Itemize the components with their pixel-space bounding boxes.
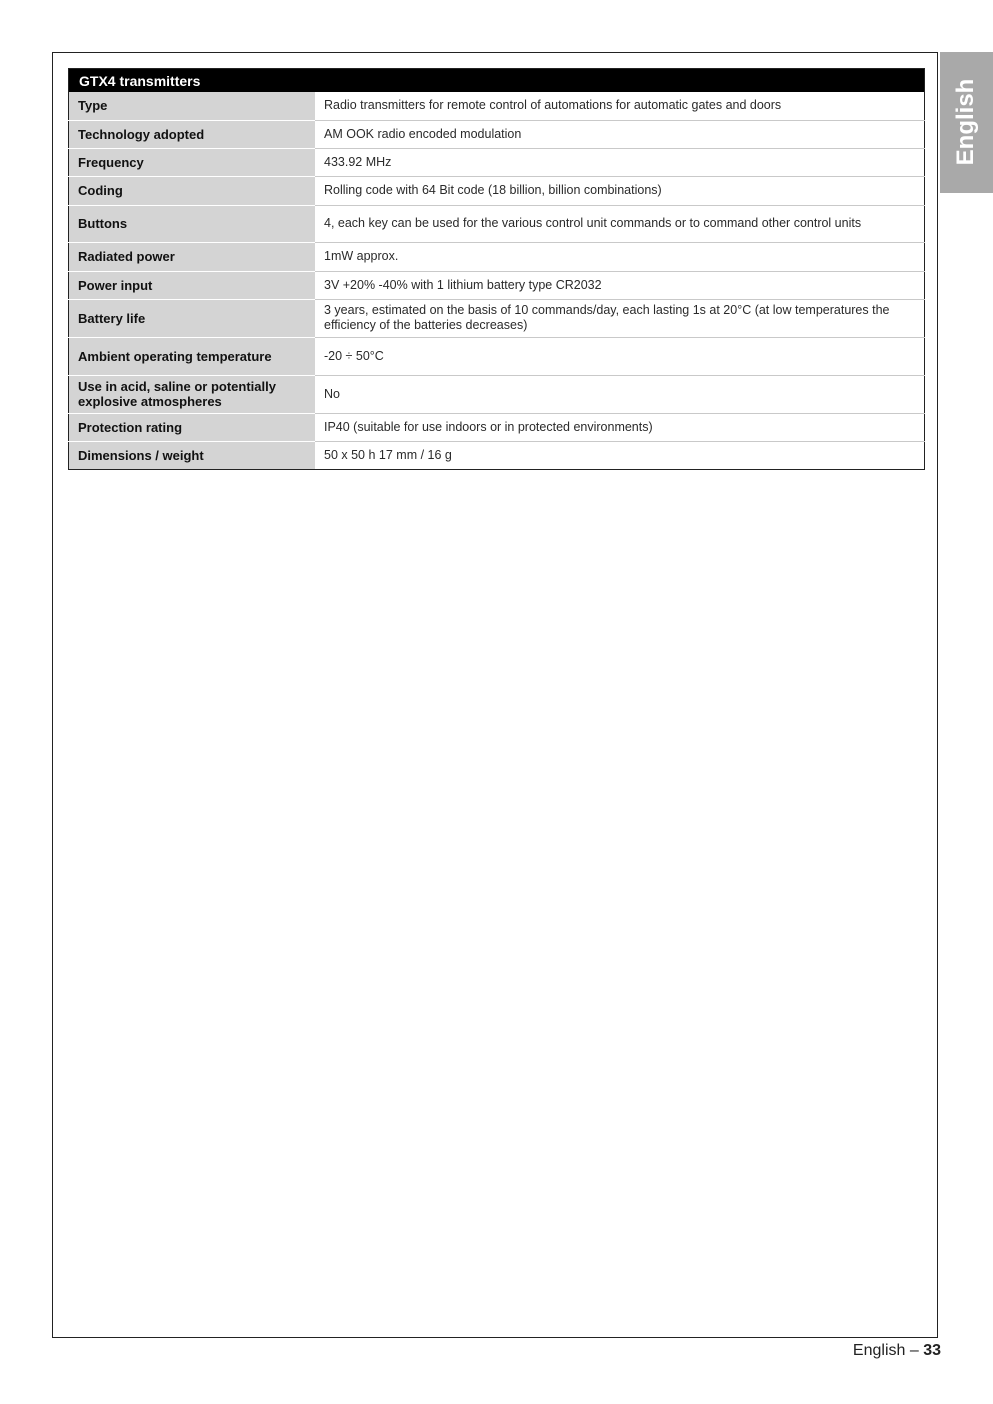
page-footer [853,1342,941,1360]
page-number: 33 [923,1342,941,1359]
table-row [69,148,925,176]
row-label: Ambient operating temperature [69,337,316,375]
table-row [69,413,925,441]
spec-table-header [69,69,925,93]
row-label: Type [69,92,316,120]
row-label: Technology adopted [69,120,316,148]
table-row [69,120,925,148]
row-value: 4, each key can be used for the various control unit commands or to command other control units [315,205,925,242]
row-value: Radio transmitters for remote control of automations for automatic gates and doors [315,92,925,120]
language-side-tab [940,52,993,193]
row-label: Use in acid, saline or potentially explosive atmospheres [69,375,316,413]
row-value: Rolling code with 64 Bit code (18 billion, billion combinations) [315,176,925,205]
footer-language: English – [852,1342,919,1359]
row-label: Coding [69,176,316,205]
table-row [69,375,925,413]
table-row [69,299,925,337]
table-row [69,176,925,205]
table-row [69,92,925,120]
row-label: Battery life [69,299,316,337]
row-value: No [315,375,925,413]
row-value: AM OOK radio encoded modulation [315,120,925,148]
table-row [69,271,925,299]
row-label: Buttons [69,205,316,242]
row-label: Frequency [69,148,316,176]
row-value: IP40 (suitable for use indoors or in protected environments) [315,413,925,441]
row-value: -20 ÷ 50°C [315,337,925,375]
row-label: Radiated power [69,242,316,271]
row-value: 50 x 50 h 17 mm / 16 g [315,441,925,469]
row-value: 433.92 MHz [315,148,925,176]
row-value: 3V +20% -40% with 1 lithium battery type CR2032 [315,271,925,299]
table-row [69,441,925,469]
row-value: 3 years, estimated on the basis of 10 commands/day, each lasting 1s at 20°C (at low temperatures the efficiency of the batteries decreases) [315,299,925,337]
spec-table [68,68,925,470]
table-row [69,205,925,242]
row-label: Dimensions / weight [69,441,316,469]
spec-table-title: GTX4 transmitters [69,69,925,93]
language-side-tab-label: English [952,78,979,166]
table-row [69,242,925,271]
row-label: Protection rating [69,413,316,441]
table-row [69,337,925,375]
row-label: Power input [69,271,316,299]
row-value: 1mW approx. [315,242,925,271]
